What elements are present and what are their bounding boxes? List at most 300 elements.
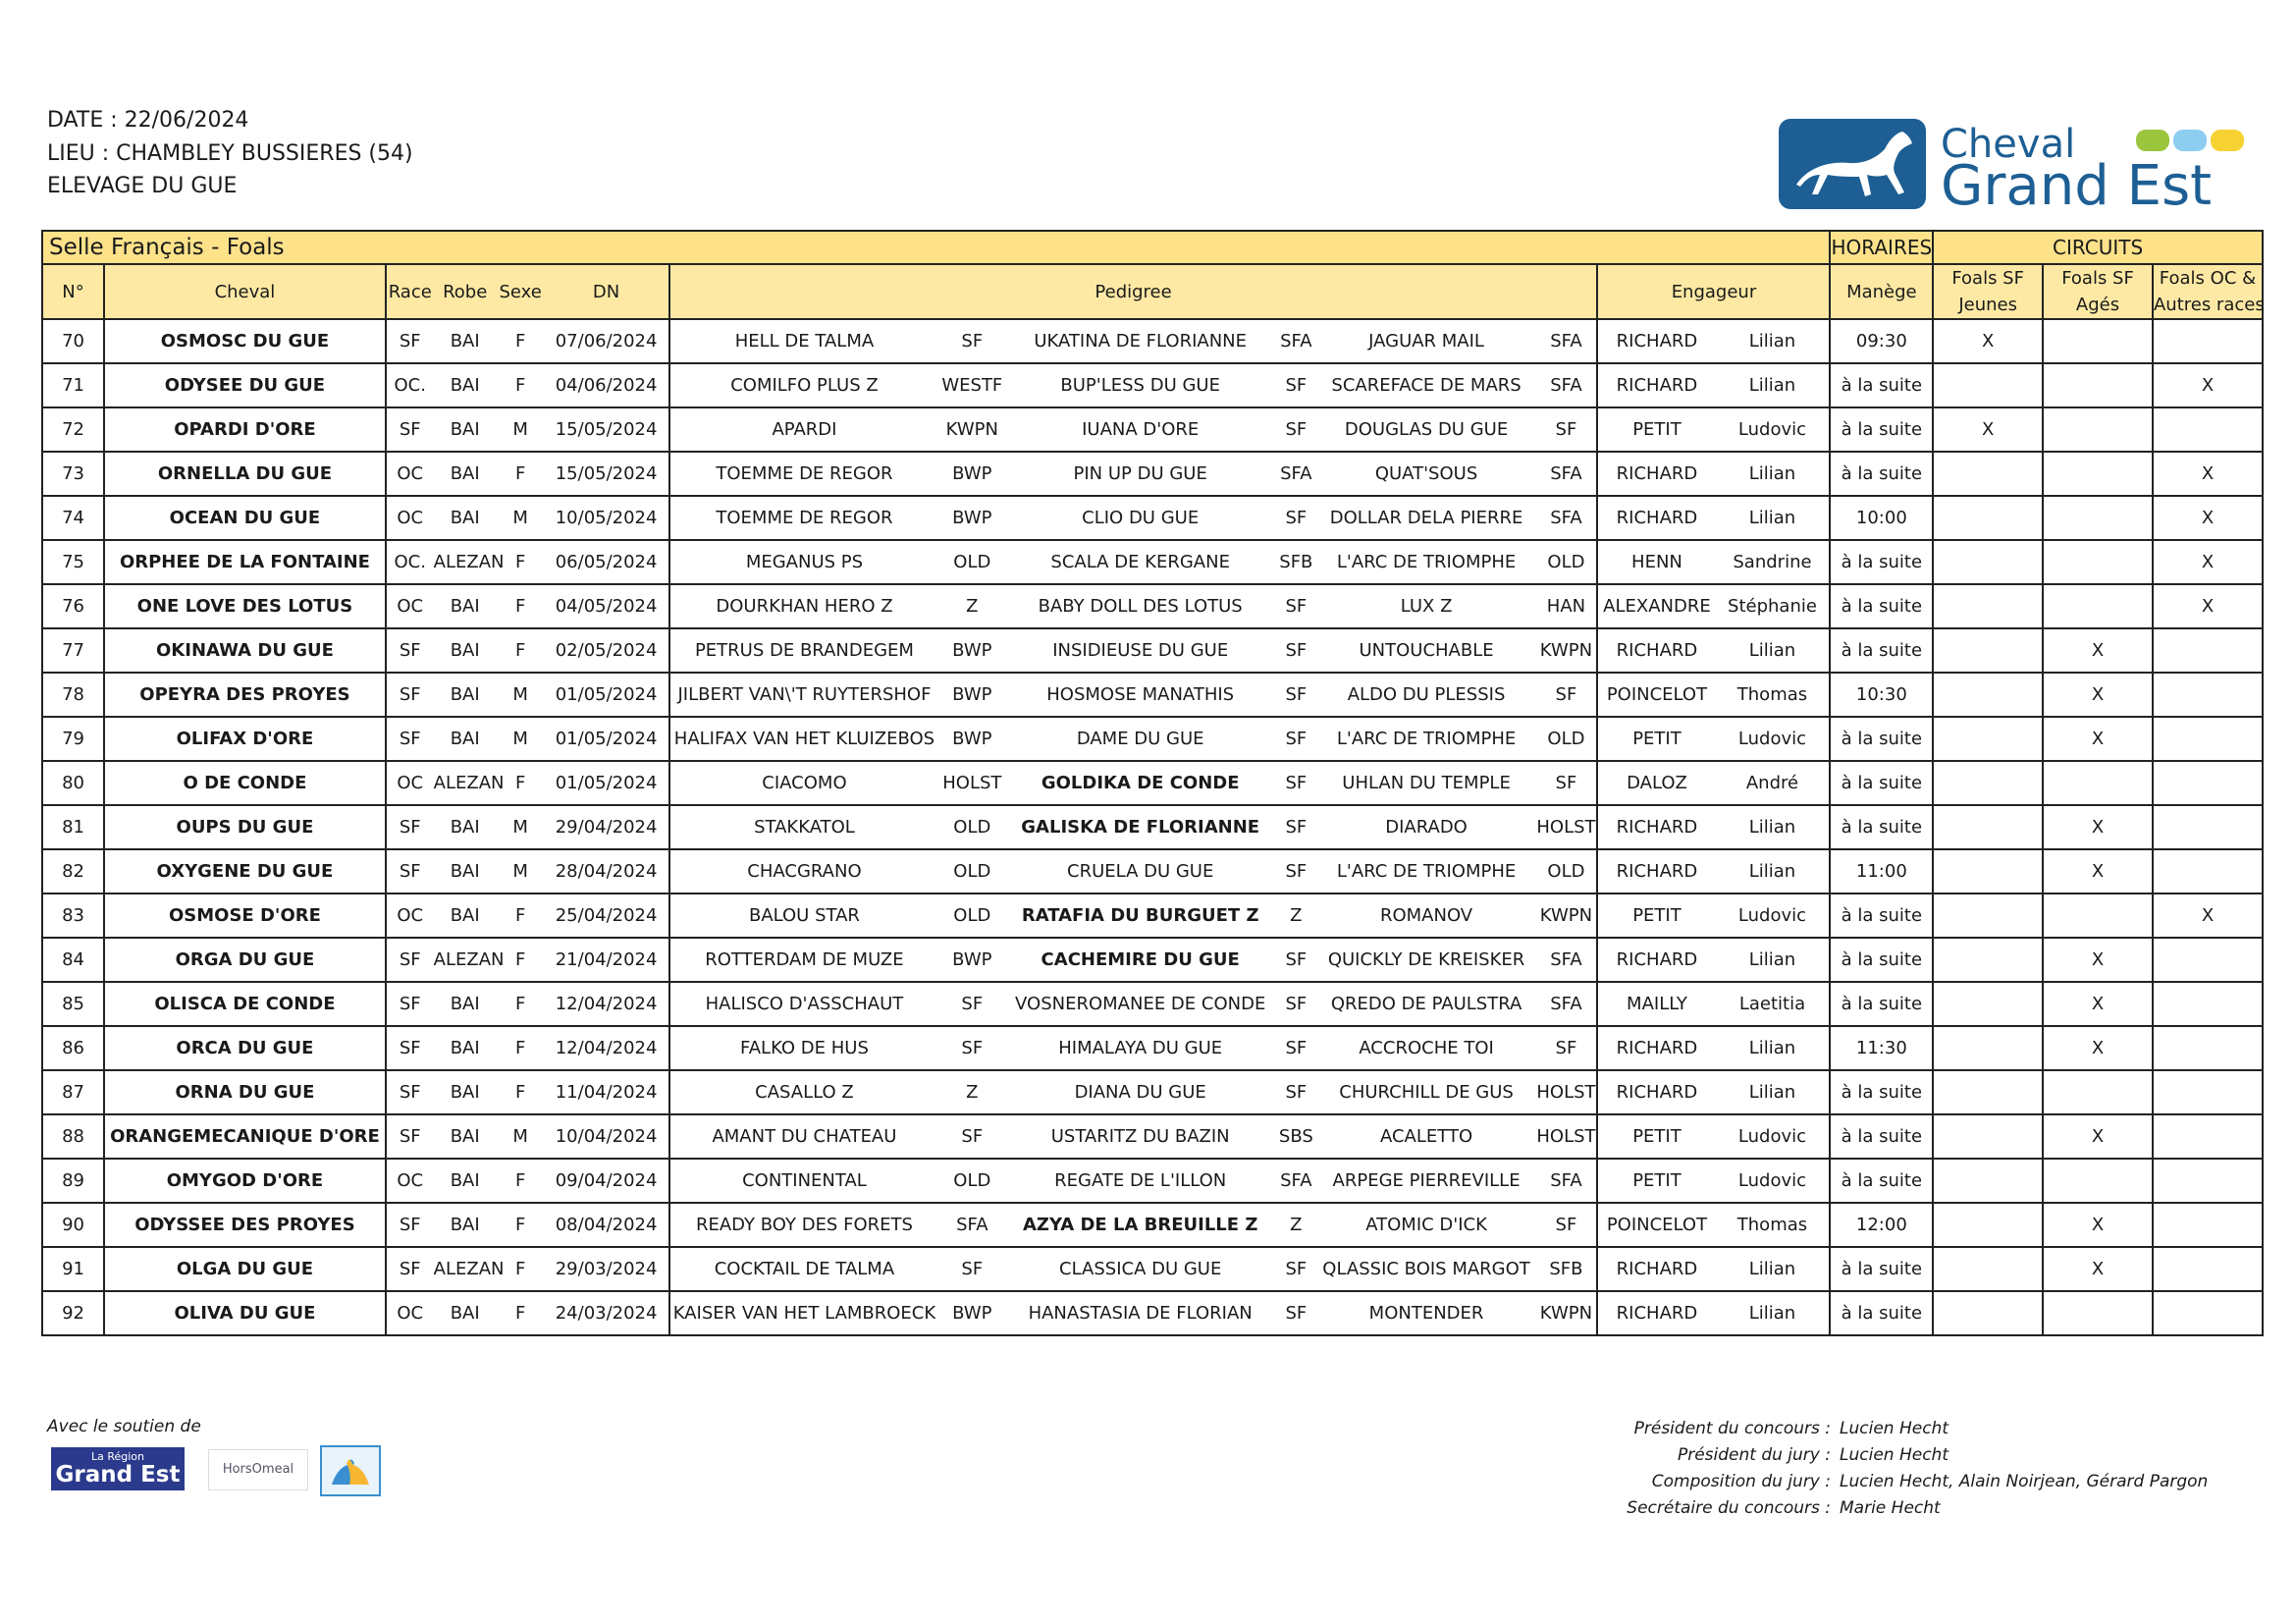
- circuit-jeunes-cell: [1933, 805, 2043, 849]
- race-cell: SF: [386, 407, 434, 452]
- robe-cell: BAI: [434, 1114, 497, 1159]
- engageur-lastname-cell: RICHARD: [1597, 496, 1715, 540]
- damsire-cell: JAGUAR MAIL: [1317, 319, 1536, 363]
- circuit-jeunes-cell: [1933, 893, 2043, 938]
- robe-cell: ALEZAN: [434, 1247, 497, 1291]
- circuit-jeunes-cell: [1933, 1114, 2043, 1159]
- dam-cell: CLIO DU GUE: [1005, 496, 1275, 540]
- circuit-jeunes-cell: [1933, 717, 2043, 761]
- row-number: 83: [42, 893, 104, 938]
- damsire-cell: LUX Z: [1317, 584, 1536, 628]
- engageur-lastname-cell: RICHARD: [1597, 849, 1715, 893]
- table-row: [42, 673, 2263, 717]
- circuit-jeunes-cell: [1933, 1159, 2043, 1203]
- engageur-lastname-cell: RICHARD: [1597, 805, 1715, 849]
- row-number: 72: [42, 407, 104, 452]
- robe-cell: BAI: [434, 1159, 497, 1203]
- dam-cell: CRUELA DU GUE: [1005, 849, 1275, 893]
- cheval-grand-est-logo: [1779, 116, 2250, 216]
- engageur-lastname-cell: PETIT: [1597, 407, 1715, 452]
- circuit-oc-cell: [2153, 761, 2263, 805]
- dam-studbook-cell: SF: [1275, 982, 1317, 1026]
- engageur-lastname-cell: DALOZ: [1597, 761, 1715, 805]
- engageur-firstname-cell: Lilian: [1715, 1291, 1830, 1335]
- birth-date-cell: 08/04/2024: [545, 1203, 669, 1247]
- sexe-cell: F: [497, 982, 545, 1026]
- sire-cell: CASALLO Z: [669, 1070, 939, 1114]
- dam-studbook-cell: SF: [1275, 1026, 1317, 1070]
- damsire-cell: MONTENDER: [1317, 1291, 1536, 1335]
- dam-studbook-cell: SFB: [1275, 540, 1317, 584]
- dam-cell: BUP'LESS DU GUE: [1005, 363, 1275, 407]
- engageur-firstname-cell: Lilian: [1715, 1070, 1830, 1114]
- sire-studbook-cell: OLD: [938, 805, 1005, 849]
- robe-cell: BAI: [434, 628, 497, 673]
- robe-cell: ALEZAN: [434, 938, 497, 982]
- birth-date-cell: 15/05/2024: [545, 452, 669, 496]
- sire-cell: KAISER VAN HET LAMBROECK: [669, 1291, 939, 1335]
- horaire-cell: à la suite: [1830, 1291, 1933, 1335]
- damsire-studbook-cell: HOLST: [1535, 1114, 1597, 1159]
- horse-name: OLIFAX D'ORE: [104, 717, 386, 761]
- jury-labels: Président du concours : Président du jury : Composition du jury : Secrétaire du concours :: [1627, 1419, 1831, 1518]
- horse-name: ONE LOVE DES LOTUS: [104, 584, 386, 628]
- race-cell: SF: [386, 982, 434, 1026]
- damsire-cell: CHURCHILL DE GUS: [1317, 1070, 1536, 1114]
- sire-cell: ROTTERDAM DE MUZE: [669, 938, 939, 982]
- damsire-cell: ATOMIC D'ICK: [1317, 1203, 1536, 1247]
- dam-cell: DIANA DU GUE: [1005, 1070, 1275, 1114]
- engageur-firstname-cell: Ludovic: [1715, 1159, 1830, 1203]
- race-cell: SF: [386, 1026, 434, 1070]
- engageur-lastname-cell: PETIT: [1597, 1159, 1715, 1203]
- horse-name: ORANGEMECANIQUE D'ORE: [104, 1114, 386, 1159]
- dam-cell: DAME DU GUE: [1005, 717, 1275, 761]
- horse-name: ORCA DU GUE: [104, 1026, 386, 1070]
- circuit-ages-cell: [2043, 1159, 2153, 1203]
- robe-cell: BAI: [434, 805, 497, 849]
- damsire-cell: UNTOUCHABLE: [1317, 628, 1536, 673]
- dam-cell: AZYA DE LA BREUILLE Z: [1005, 1203, 1275, 1247]
- circuit-ages-cell: X: [2043, 1114, 2153, 1159]
- table-row: [42, 761, 2263, 805]
- damsire-studbook-cell: OLD: [1535, 540, 1597, 584]
- birth-date-cell: 12/04/2024: [545, 982, 669, 1026]
- col-header-cheval: Cheval: [104, 264, 386, 319]
- damsire-studbook-cell: OLD: [1535, 717, 1597, 761]
- row-number: 71: [42, 363, 104, 407]
- circuit-oc-cell: X: [2153, 584, 2263, 628]
- sire-studbook-cell: OLD: [938, 540, 1005, 584]
- col-header-no: N°: [42, 264, 104, 319]
- circuit-ages-cell: X: [2043, 628, 2153, 673]
- circuit-ages-cell: [2043, 496, 2153, 540]
- engageur-firstname-cell: Lilian: [1715, 363, 1830, 407]
- circuit-oc-cell: [2153, 1114, 2263, 1159]
- dam-studbook-cell: SF: [1275, 1247, 1317, 1291]
- svg-text:Cheval: Cheval: [1941, 122, 2076, 167]
- damsire-cell: ROMANOV: [1317, 893, 1536, 938]
- robe-cell: BAI: [434, 452, 497, 496]
- horaire-cell: à la suite: [1830, 452, 1933, 496]
- dam-studbook-cell: SBS: [1275, 1114, 1317, 1159]
- dam-studbook-cell: Z: [1275, 1203, 1317, 1247]
- sexe-cell: M: [497, 805, 545, 849]
- horse-name: OMYGOD D'ORE: [104, 1159, 386, 1203]
- horse-name: OSMOSE D'ORE: [104, 893, 386, 938]
- robe-cell: BAI: [434, 717, 497, 761]
- dam-studbook-cell: SFA: [1275, 452, 1317, 496]
- birth-date-cell: 11/04/2024: [545, 1070, 669, 1114]
- damsire-cell: QUAT'SOUS: [1317, 452, 1536, 496]
- circuit-oc-cell: [2153, 805, 2263, 849]
- event-date: DATE : 22/06/2024: [47, 108, 249, 133]
- circuit-ages-cell: [2043, 319, 2153, 363]
- horaire-cell: à la suite: [1830, 1159, 1933, 1203]
- engageur-firstname-cell: Thomas: [1715, 673, 1830, 717]
- engageur-firstname-cell: Lilian: [1715, 628, 1830, 673]
- sire-cell: COCKTAIL DE TALMA: [669, 1247, 939, 1291]
- circuit-jeunes-cell: [1933, 452, 2043, 496]
- col-header-circuit-jeunes: Foals SF Jeunes: [1933, 264, 2043, 319]
- row-number: 85: [42, 982, 104, 1026]
- horaire-cell: 10:30: [1830, 673, 1933, 717]
- table-row: [42, 584, 2263, 628]
- engageur-firstname-cell: Lilian: [1715, 319, 1830, 363]
- sire-studbook-cell: BWP: [938, 1291, 1005, 1335]
- circuit-oc-cell: [2153, 1247, 2263, 1291]
- circuit-oc-cell: [2153, 1070, 2263, 1114]
- sire-studbook-cell: SF: [938, 319, 1005, 363]
- engageur-lastname-cell: ALEXANDRE: [1597, 584, 1715, 628]
- circuit-jeunes-cell: [1933, 938, 2043, 982]
- row-number: 76: [42, 584, 104, 628]
- circuit-ages-cell: [2043, 1070, 2153, 1114]
- circuit-ages-cell: X: [2043, 982, 2153, 1026]
- circuits-group-header: CIRCUITS: [1933, 231, 2263, 264]
- horaire-cell: à la suite: [1830, 717, 1933, 761]
- dam-cell: BABY DOLL DES LOTUS: [1005, 584, 1275, 628]
- horaire-cell: 10:00: [1830, 496, 1933, 540]
- birth-date-cell: 24/03/2024: [545, 1291, 669, 1335]
- dam-cell: GOLDIKA DE CONDE: [1005, 761, 1275, 805]
- dam-cell: USTARITZ DU BAZIN: [1005, 1114, 1275, 1159]
- table-row: [42, 1291, 2263, 1335]
- sire-cell: HALIFAX VAN HET KLUIZEBOS: [669, 717, 939, 761]
- sexe-cell: F: [497, 584, 545, 628]
- birth-date-cell: 02/05/2024: [545, 628, 669, 673]
- circuit-ages-cell: [2043, 584, 2153, 628]
- engageur-lastname-cell: POINCELOT: [1597, 1203, 1715, 1247]
- circuit-oc-cell: [2153, 1203, 2263, 1247]
- sexe-cell: F: [497, 540, 545, 584]
- circuit-jeunes-cell: [1933, 849, 2043, 893]
- robe-cell: BAI: [434, 982, 497, 1026]
- sire-cell: HALISCO D'ASSCHAUT: [669, 982, 939, 1026]
- dam-studbook-cell: SF: [1275, 407, 1317, 452]
- association-logo: [320, 1445, 381, 1496]
- circuit-jeunes-cell: [1933, 1247, 2043, 1291]
- support-label: Avec le soutien de: [47, 1417, 201, 1436]
- sire-studbook-cell: SF: [938, 1247, 1005, 1291]
- circuit-ages-cell: X: [2043, 1203, 2153, 1247]
- sexe-cell: F: [497, 1291, 545, 1335]
- engageur-firstname-cell: Sandrine: [1715, 540, 1830, 584]
- sire-studbook-cell: Z: [938, 1070, 1005, 1114]
- table-row: [42, 938, 2263, 982]
- engageur-firstname-cell: Lilian: [1715, 938, 1830, 982]
- circuit-ages-cell: X: [2043, 717, 2153, 761]
- horse-name: OLISCA DE CONDE: [104, 982, 386, 1026]
- robe-cell: BAI: [434, 363, 497, 407]
- col-header-circuit-ages: Foals SF Agés: [2043, 264, 2153, 319]
- dam-cell: PIN UP DU GUE: [1005, 452, 1275, 496]
- circuit-oc-cell: X: [2153, 893, 2263, 938]
- dam-studbook-cell: SF: [1275, 584, 1317, 628]
- table-row: [42, 1070, 2263, 1114]
- sire-cell: CHACGRANO: [669, 849, 939, 893]
- circuit-ages-cell: X: [2043, 673, 2153, 717]
- row-number: 74: [42, 496, 104, 540]
- race-cell: OC: [386, 496, 434, 540]
- damsire-studbook-cell: SFB: [1535, 1247, 1597, 1291]
- birth-date-cell: 04/05/2024: [545, 584, 669, 628]
- horse-name: ODYSSEE DES PROYES: [104, 1203, 386, 1247]
- horaire-cell: à la suite: [1830, 761, 1933, 805]
- damsire-studbook-cell: KWPN: [1535, 893, 1597, 938]
- horaire-cell: à la suite: [1830, 407, 1933, 452]
- dam-studbook-cell: SF: [1275, 1070, 1317, 1114]
- sire-studbook-cell: HOLST: [938, 761, 1005, 805]
- circuit-ages-cell: X: [2043, 938, 2153, 982]
- horaire-cell: à la suite: [1830, 893, 1933, 938]
- robe-cell: ALEZAN: [434, 540, 497, 584]
- race-cell: OC: [386, 452, 434, 496]
- circuit-oc-cell: [2153, 1291, 2263, 1335]
- robe-cell: BAI: [434, 1291, 497, 1335]
- sire-cell: STAKKATOL: [669, 805, 939, 849]
- robe-cell: BAI: [434, 584, 497, 628]
- dam-cell: HOSMOSE MANATHIS: [1005, 673, 1275, 717]
- table-row: [42, 1026, 2263, 1070]
- table-row: [42, 628, 2263, 673]
- horse-name: ORPHEE DE LA FONTAINE: [104, 540, 386, 584]
- circuit-oc-cell: [2153, 938, 2263, 982]
- table-row: [42, 849, 2263, 893]
- circuit-jeunes-cell: [1933, 1291, 2043, 1335]
- circuit-jeunes-cell: X: [1933, 319, 2043, 363]
- engageur-lastname-cell: RICHARD: [1597, 452, 1715, 496]
- engageur-firstname-cell: Lilian: [1715, 496, 1830, 540]
- damsire-cell: SCAREFACE DE MARS: [1317, 363, 1536, 407]
- sire-studbook-cell: BWP: [938, 717, 1005, 761]
- sire-studbook-cell: Z: [938, 584, 1005, 628]
- engageur-firstname-cell: Ludovic: [1715, 717, 1830, 761]
- engageur-lastname-cell: MAILLY: [1597, 982, 1715, 1026]
- circuit-oc-cell: X: [2153, 540, 2263, 584]
- sexe-cell: M: [497, 849, 545, 893]
- dam-cell: HIMALAYA DU GUE: [1005, 1026, 1275, 1070]
- damsire-cell: L'ARC DE TRIOMPHE: [1317, 849, 1536, 893]
- row-number: 78: [42, 673, 104, 717]
- table-row: [42, 363, 2263, 407]
- race-cell: SF: [386, 805, 434, 849]
- col-header-pedigree: Pedigree: [669, 264, 1598, 319]
- row-number: 73: [42, 452, 104, 496]
- robe-cell: BAI: [434, 319, 497, 363]
- results-table: [41, 230, 2264, 1336]
- horaire-cell: 09:30: [1830, 319, 1933, 363]
- damsire-studbook-cell: KWPN: [1535, 1291, 1597, 1335]
- event-location: LIEU : CHAMBLEY BUSSIERES (54): [47, 141, 413, 166]
- row-number: 86: [42, 1026, 104, 1070]
- dam-cell: HANASTASIA DE FLORIAN: [1005, 1291, 1275, 1335]
- circuit-oc-cell: [2153, 628, 2263, 673]
- sire-studbook-cell: BWP: [938, 496, 1005, 540]
- horaire-cell: 11:30: [1830, 1026, 1933, 1070]
- damsire-studbook-cell: KWPN: [1535, 628, 1597, 673]
- robe-cell: BAI: [434, 1203, 497, 1247]
- row-number: 82: [42, 849, 104, 893]
- dam-studbook-cell: SF: [1275, 673, 1317, 717]
- race-cell: SF: [386, 717, 434, 761]
- col-header-circuit-oc: Foals OC & Autres races: [2153, 264, 2263, 319]
- engageur-lastname-cell: RICHARD: [1597, 319, 1715, 363]
- sire-cell: BALOU STAR: [669, 893, 939, 938]
- race-cell: SF: [386, 319, 434, 363]
- horse-name: OPARDI D'ORE: [104, 407, 386, 452]
- circuit-jeunes-cell: X: [1933, 407, 2043, 452]
- sire-studbook-cell: BWP: [938, 452, 1005, 496]
- sire-studbook-cell: SF: [938, 1114, 1005, 1159]
- birth-date-cell: 15/05/2024: [545, 407, 669, 452]
- table-row: [42, 982, 2263, 1026]
- sire-cell: TOEMME DE REGOR: [669, 452, 939, 496]
- table-row: [42, 893, 2263, 938]
- dam-cell: INSIDIEUSE DU GUE: [1005, 628, 1275, 673]
- row-number: 84: [42, 938, 104, 982]
- circuit-oc-cell: [2153, 717, 2263, 761]
- engageur-firstname-cell: Stéphanie: [1715, 584, 1830, 628]
- engageur-firstname-cell: Laetitia: [1715, 982, 1830, 1026]
- race-cell: SF: [386, 628, 434, 673]
- dam-cell: CACHEMIRE DU GUE: [1005, 938, 1275, 982]
- sire-cell: DOURKHAN HERO Z: [669, 584, 939, 628]
- damsire-studbook-cell: SF: [1535, 1026, 1597, 1070]
- circuit-ages-cell: [2043, 407, 2153, 452]
- sexe-cell: F: [497, 1247, 545, 1291]
- circuit-jeunes-cell: [1933, 1203, 2043, 1247]
- sire-cell: FALKO DE HUS: [669, 1026, 939, 1070]
- circuit-ages-cell: [2043, 540, 2153, 584]
- dam-studbook-cell: SF: [1275, 363, 1317, 407]
- engageur-lastname-cell: RICHARD: [1597, 363, 1715, 407]
- engageur-firstname-cell: Lilian: [1715, 452, 1830, 496]
- damsire-cell: DOLLAR DELA PIERRE: [1317, 496, 1536, 540]
- sexe-cell: F: [497, 1159, 545, 1203]
- birth-date-cell: 29/04/2024: [545, 805, 669, 849]
- col-header-dn: DN: [545, 264, 669, 319]
- circuit-oc-cell: [2153, 1026, 2263, 1070]
- robe-cell: ALEZAN: [434, 761, 497, 805]
- col-header-race: Race: [386, 264, 434, 319]
- birth-date-cell: 12/04/2024: [545, 1026, 669, 1070]
- birth-date-cell: 10/04/2024: [545, 1114, 669, 1159]
- engageur-lastname-cell: RICHARD: [1597, 1247, 1715, 1291]
- engageur-firstname-cell: Lilian: [1715, 805, 1830, 849]
- engageur-lastname-cell: RICHARD: [1597, 1291, 1715, 1335]
- damsire-cell: ALDO DU PLESSIS: [1317, 673, 1536, 717]
- col-header-engageur: Engageur: [1597, 264, 1830, 319]
- horaire-cell: à la suite: [1830, 540, 1933, 584]
- birth-date-cell: 01/05/2024: [545, 673, 669, 717]
- engageur-firstname-cell: Lilian: [1715, 1026, 1830, 1070]
- horaire-cell: à la suite: [1830, 628, 1933, 673]
- circuit-oc-cell: [2153, 319, 2263, 363]
- race-cell: SF: [386, 1114, 434, 1159]
- dam-cell: IUANA D'ORE: [1005, 407, 1275, 452]
- horses-icon: [322, 1447, 379, 1494]
- sire-cell: APARDI: [669, 407, 939, 452]
- dam-studbook-cell: SF: [1275, 938, 1317, 982]
- dam-studbook-cell: SF: [1275, 496, 1317, 540]
- dam-cell: SCALA DE KERGANE: [1005, 540, 1275, 584]
- sire-cell: MEGANUS PS: [669, 540, 939, 584]
- birth-date-cell: 29/03/2024: [545, 1247, 669, 1291]
- sexe-cell: F: [497, 761, 545, 805]
- birth-date-cell: 01/05/2024: [545, 761, 669, 805]
- dam-studbook-cell: SFA: [1275, 1159, 1317, 1203]
- engageur-firstname-cell: André: [1715, 761, 1830, 805]
- damsire-cell: L'ARC DE TRIOMPHE: [1317, 717, 1536, 761]
- sexe-cell: M: [497, 496, 545, 540]
- dam-cell: GALISKA DE FLORIANNE: [1005, 805, 1275, 849]
- dam-studbook-cell: SF: [1275, 761, 1317, 805]
- damsire-studbook-cell: SF: [1535, 673, 1597, 717]
- table-row: [42, 1203, 2263, 1247]
- damsire-studbook-cell: SFA: [1535, 452, 1597, 496]
- race-cell: SF: [386, 938, 434, 982]
- horse-name: OPEYRA DES PROYES: [104, 673, 386, 717]
- damsire-cell: QREDO DE PAULSTRA: [1317, 982, 1536, 1026]
- robe-cell: BAI: [434, 849, 497, 893]
- circuit-jeunes-cell: [1933, 584, 2043, 628]
- circuit-ages-cell: [2043, 452, 2153, 496]
- damsire-studbook-cell: HOLST: [1535, 805, 1597, 849]
- row-number: 79: [42, 717, 104, 761]
- damsire-cell: ARPEGE PIERREVILLE: [1317, 1159, 1536, 1203]
- sire-studbook-cell: WESTF: [938, 363, 1005, 407]
- sire-studbook-cell: OLD: [938, 849, 1005, 893]
- sexe-cell: F: [497, 1026, 545, 1070]
- race-cell: SF: [386, 1203, 434, 1247]
- sexe-cell: F: [497, 319, 545, 363]
- sire-cell: HELL DE TALMA: [669, 319, 939, 363]
- damsire-studbook-cell: HAN: [1535, 584, 1597, 628]
- horse-name: OLIVA DU GUE: [104, 1291, 386, 1335]
- damsire-studbook-cell: SFA: [1535, 319, 1597, 363]
- col-header-manege: Manège: [1830, 264, 1933, 319]
- engageur-lastname-cell: PETIT: [1597, 1114, 1715, 1159]
- circuit-jeunes-cell: [1933, 363, 2043, 407]
- table-title: Selle Français - Foals: [42, 231, 1830, 264]
- circuit-ages-cell: [2043, 1291, 2153, 1335]
- sexe-cell: F: [497, 938, 545, 982]
- sire-cell: COMILFO PLUS Z: [669, 363, 939, 407]
- birth-date-cell: 10/05/2024: [545, 496, 669, 540]
- circuit-ages-cell: X: [2043, 805, 2153, 849]
- circuit-ages-cell: X: [2043, 849, 2153, 893]
